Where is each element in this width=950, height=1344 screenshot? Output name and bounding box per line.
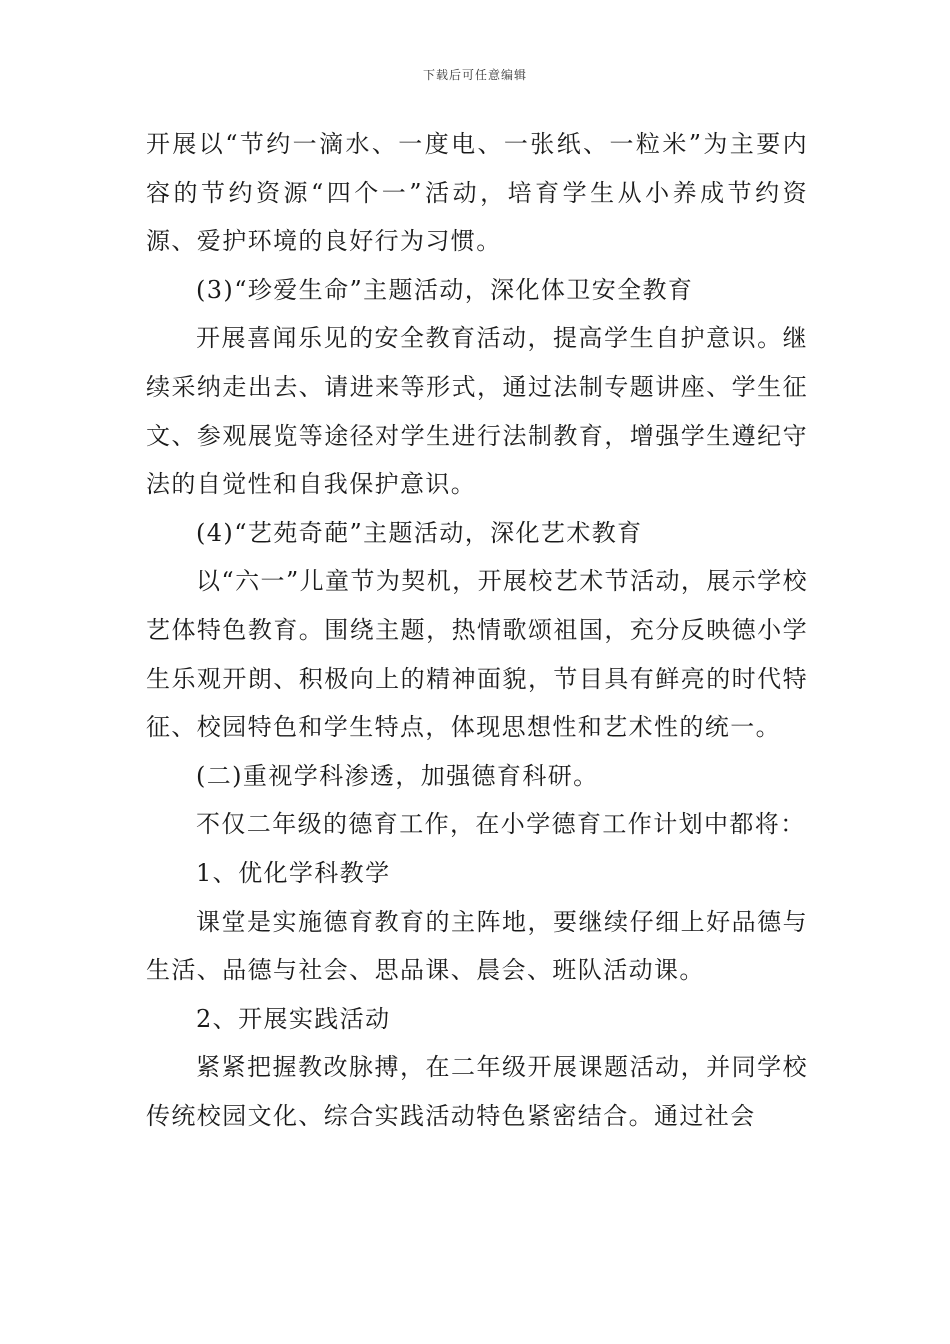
- document-body: [146, 120, 808, 1140]
- heading-subject-integration: (二)重视学科渗透，加强德育科研。: [196, 761, 599, 790]
- paragraph-conservation-activity: 开展以“节约一滴水、一度电、一张纸、一粒米”为主要内容的节约资源“四个一”活动，培育学生从小养成节约资源、爱护环境的良好行为习惯。: [146, 130, 808, 256]
- paragraph-grade-two-plan: 不仅二年级的德育工作，在小学德育工作计划中都将：: [196, 810, 806, 839]
- paragraph-art-festival: 以“六一”儿童节为契机，开展校艺术节活动，展示学校艺体特色教育。围绕主题，热情歌颂祖国，充分反映德小学生乐观开朗、积极向上的精神面貌，节目具有鲜亮的时代特征、校园特色和学生特点，体现思想性和艺术性的统一。: [146, 567, 808, 742]
- heading-practice-activities: 2、开展实践活动: [196, 1004, 391, 1033]
- page-header-note: 下载后可任意编辑: [422, 68, 527, 82]
- paragraph-safety-education: 开展喜闻乐见的安全教育活动，提高学生自护意识。继续采纳走出去、请进来等形式，通过法制专题讲座、学生征文、参观展览等途径对学生进行法制教育，增强学生遵纪守法的自觉性和自我保护意识。: [146, 324, 808, 499]
- heading-safety-education: (3)“珍爱生命”主题活动，深化体卫安全教育: [196, 275, 694, 304]
- paragraph-classroom: 课堂是实施德育教育的主阵地，要继续仔细上好品德与生活、品德与社会、思品课、晨会、班队活动课。: [146, 907, 808, 985]
- heading-art-education: (4)“艺苑奇葩”主题活动，深化艺术教育: [196, 518, 643, 547]
- heading-optimize-teaching: 1、优化学科教学: [196, 858, 391, 887]
- paragraph-reform-activities: 紧紧把握教改脉搏，在二年级开展课题活动，并同学校传统校园文化、综合实践活动特色紧密结合。通过社会: [146, 1053, 808, 1130]
